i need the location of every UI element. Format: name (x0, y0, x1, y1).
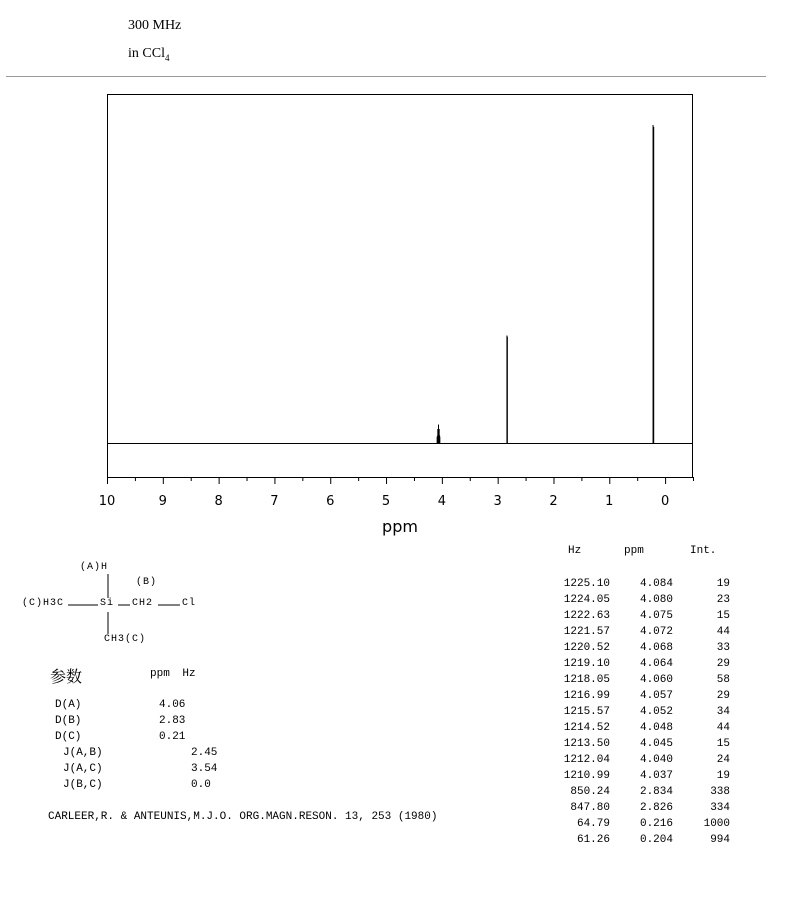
peak-ppm-cell: 4.060 (639, 674, 673, 686)
coupling-label: J(A,C) (63, 763, 103, 775)
x-tick-label: 3 (493, 494, 502, 509)
peak-ppm-cell: 0.216 (639, 818, 673, 830)
peak-hz-cell: 850.24 (570, 786, 610, 798)
peak-table-header-int: Int. (690, 545, 717, 557)
table-row (540, 578, 740, 594)
peak-int-cell: 29 (716, 690, 730, 702)
peak-ppm-cell: 4.075 (639, 610, 673, 622)
table-row (540, 834, 740, 850)
spectrometer-frequency: 300 MHz (128, 18, 182, 33)
x-tick-label: 4 (437, 494, 446, 509)
coupling-value: 0.0 (191, 779, 211, 791)
peak-ppm-cell: 4.080 (639, 594, 673, 606)
table-row (540, 818, 740, 834)
x-tick-label: 8 (214, 494, 223, 509)
peak-int-cell: 15 (716, 738, 730, 750)
peak-table-header-hz: Hz (568, 545, 582, 557)
x-tick-label: 5 (381, 494, 391, 509)
shift-label: D(C) (55, 731, 82, 743)
shift-value: 4.06 (159, 699, 186, 711)
peak-int-cell: 29 (716, 658, 730, 670)
structure-label-b: (B) (136, 577, 158, 588)
peak-int-cell: 994 (710, 834, 730, 846)
peak-hz-cell: 1214.52 (563, 722, 610, 734)
peak-int-cell: 338 (710, 786, 730, 798)
table-row (540, 754, 740, 770)
peak-hz-cell: 1219.10 (563, 658, 610, 670)
peak-int-cell: 1000 (703, 818, 730, 830)
solvent-prefix: in CCl (128, 46, 165, 61)
peak-ppm-cell: 4.048 (639, 722, 673, 734)
peak-ppm-cell: 4.072 (639, 626, 673, 638)
coupling-label: J(B,C) (63, 779, 103, 791)
peak-ppm-cell: 4.068 (639, 642, 673, 654)
structure-chlorine: Cl (182, 598, 197, 609)
peak-int-cell: 24 (716, 754, 730, 766)
peak-hz-cell: 847.80 (570, 802, 610, 814)
peak-hz-cell: 1210.99 (563, 770, 610, 782)
peak-ppm-cell: 4.084 (639, 578, 673, 590)
peak-int-cell: 44 (716, 722, 730, 734)
plot-frame (108, 95, 693, 478)
peak-int-cell: 15 (716, 610, 730, 622)
structure-ch2-group: CH2 (132, 598, 154, 609)
peak-ppm-cell: 2.834 (639, 786, 673, 798)
table-row (540, 706, 740, 722)
peak-hz-cell: 1221.57 (563, 626, 610, 638)
table-row (540, 642, 740, 658)
peak-ppm-cell: 4.045 (639, 738, 673, 750)
peak-int-cell: 34 (716, 706, 730, 718)
peak-ppm-cell: 0.204 (639, 834, 673, 846)
x-tick-label: 0 (660, 494, 670, 509)
structure-bottom-group: CH3(C) (104, 634, 147, 645)
peak-int-cell: 33 (716, 642, 730, 654)
table-row (540, 770, 740, 786)
spectrum-peaks (437, 125, 654, 443)
peak-int-cell: 23 (716, 594, 730, 606)
peak-hz-cell: 1224.05 (563, 594, 610, 606)
table-row (540, 738, 740, 754)
table-row (540, 786, 740, 802)
x-tick-label: 10 (98, 494, 116, 509)
shift-value: 2.83 (159, 715, 186, 727)
peak-hz-cell: 1213.50 (563, 738, 610, 750)
x-axis-label: ppm (382, 517, 418, 536)
peak-table-header-ppm: ppm (624, 545, 644, 557)
peak-int-cell: 19 (716, 578, 730, 590)
peak-int-cell: 19 (716, 770, 730, 782)
peak-int-cell: 58 (716, 674, 730, 686)
parameters-header (150, 668, 196, 680)
table-row (540, 594, 740, 610)
structure-bonds (20, 560, 220, 650)
peak-ppm-cell: 4.040 (639, 754, 673, 766)
parameters-col-ppm: ppm (150, 668, 170, 680)
x-axis-ticks (99, 477, 694, 509)
table-row (540, 626, 740, 642)
citation: CARLEER,R. & ANTEUNIS,M.J.O. ORG.MAGN.RESON. 13, 253 (1980) (48, 811, 438, 823)
table-row (540, 674, 740, 690)
peak-hz-cell: 1215.57 (563, 706, 610, 718)
x-tick-label: 6 (326, 494, 335, 509)
peak-hz-cell: 1216.99 (563, 690, 610, 702)
structure-center-atom: Si (100, 598, 115, 609)
coupling-label: J(A,B) (63, 747, 103, 759)
peak-hz-cell: 1225.10 (563, 578, 610, 590)
structure-left-group: (C)H3C (22, 598, 65, 609)
x-tick-label: 9 (158, 494, 167, 509)
peak-hz-cell: 61.26 (576, 834, 610, 846)
parameters-title: 参数 (50, 667, 83, 686)
peak-ppm-cell: 4.037 (639, 770, 673, 782)
table-row (540, 610, 740, 626)
x-tick-label: 7 (270, 494, 279, 509)
peak-hz-cell: 1220.52 (563, 642, 610, 654)
peak-int-cell: 44 (716, 626, 730, 638)
shift-label: D(B) (55, 715, 82, 727)
structure-label-a: (A)H (80, 562, 109, 573)
x-tick-label: 1 (605, 494, 614, 509)
peak-hz-cell: 64.79 (576, 818, 610, 830)
coupling-value: 3.54 (191, 763, 218, 775)
peak-ppm-cell: 2.826 (639, 802, 673, 814)
coupling-value: 2.45 (191, 747, 218, 759)
peak-int-cell: 334 (710, 802, 730, 814)
peak-hz-cell: 1212.04 (563, 754, 610, 766)
x-tick-label: 2 (549, 494, 558, 509)
parameters-col-hz: Hz (182, 668, 196, 680)
table-row (540, 722, 740, 738)
shift-value: 0.21 (159, 731, 186, 743)
peak-hz-cell: 1218.05 (563, 674, 610, 686)
peak-ppm-cell: 4.064 (639, 658, 673, 670)
peak-hz-cell: 1222.63 (563, 610, 610, 622)
table-row (540, 690, 740, 706)
shift-label: D(A) (55, 699, 82, 711)
solvent-subscript: 4 (164, 52, 170, 63)
table-row (540, 802, 740, 818)
peak-ppm-cell: 4.057 (639, 690, 673, 702)
peak-ppm-cell: 4.052 (639, 706, 673, 718)
table-row (540, 658, 740, 674)
